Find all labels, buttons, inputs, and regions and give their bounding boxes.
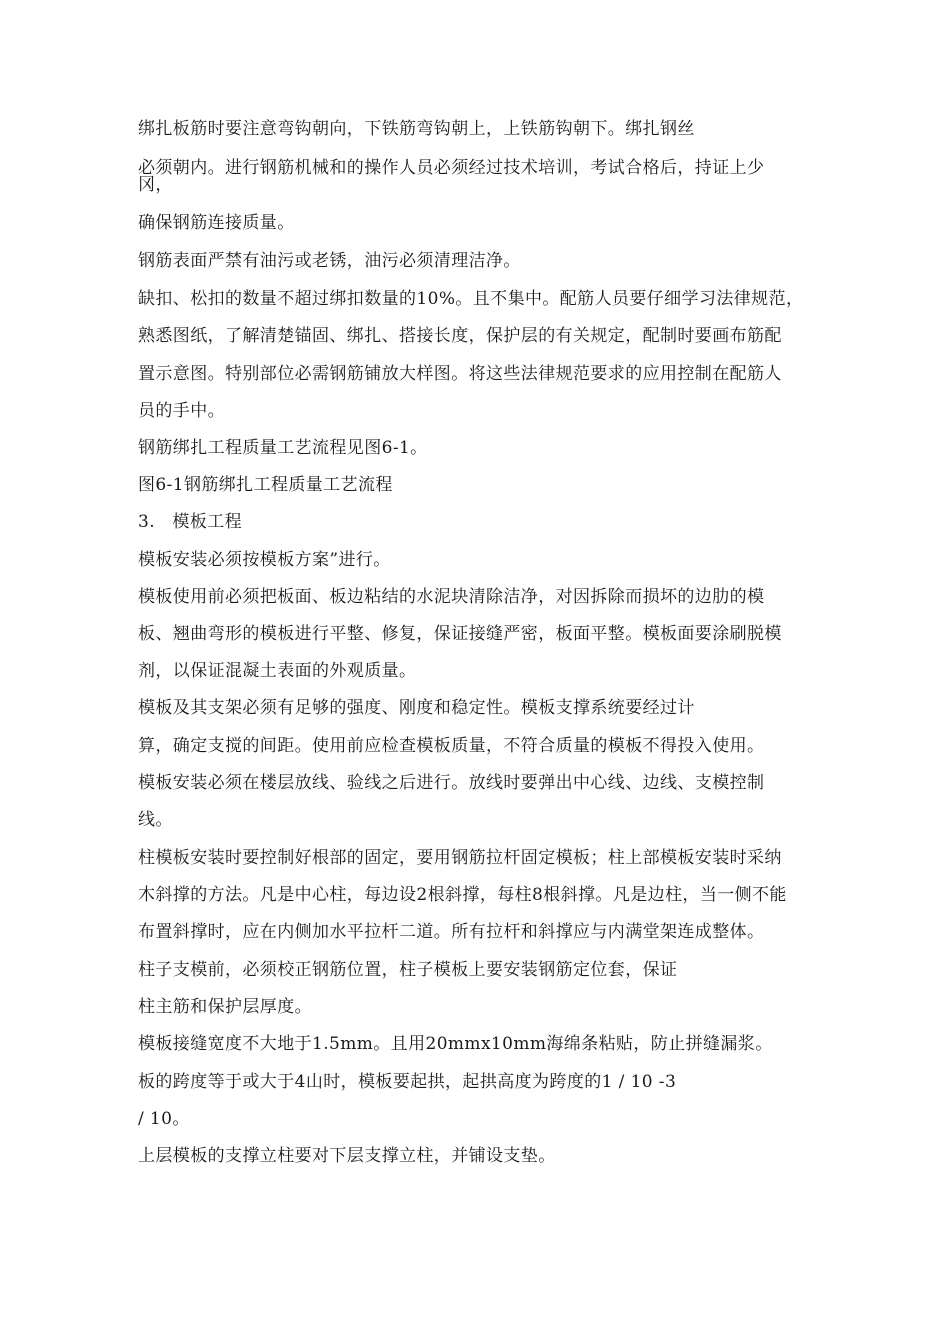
text-line: 柱模板安装时要控制好根部的固定，要用钢筋拉杆固定模板；柱上部模板安装时采纳 bbox=[138, 848, 782, 868]
text-line: 必须朝内。进行钢筋机械和的操作人员必须经过技术培训，考试合格后，持证上少冈， bbox=[138, 158, 765, 195]
text-line: 缺扣、松扣的数量不超过绑扣数量的10%。且不集中。配筋人员要仔细学习法律规范， bbox=[138, 289, 804, 309]
text-line: 模板使用前必须把板面、板边粘结的水泥块清除洁净，对因拆除而损坏的边肋的模 bbox=[138, 587, 765, 607]
text-line: 剂，以保证混凝土表面的外观质量。 bbox=[138, 661, 417, 681]
text-line: 钢筋绑扎工程质量工艺流程见图6-1。 bbox=[138, 438, 428, 458]
section-heading: 3. 模板工程 bbox=[138, 512, 243, 532]
text-line: 模板接缝宽度不大地于1.5mm。且用20mmx10mm海绵条粘贴，防止拼缝漏浆。 bbox=[138, 1034, 773, 1054]
text-line: 上层模板的支撑立柱要对下层支撑立柱，并铺设支垫。 bbox=[138, 1146, 556, 1166]
text-line: 板、翘曲弯形的模板进行平整、修复，保证接缝严密，板面平整。模板面要涂刷脱模 bbox=[138, 624, 782, 644]
figure-caption: 图6-1钢筋绑扎工程质量工艺流程 bbox=[138, 475, 393, 495]
text-line: 算，确定支搅的间距。使用前应检查模板质量，不符合质量的模板不得投入使用。 bbox=[138, 736, 765, 756]
text-line: 板的跨度等于或大于4山时，模板要起拱，起拱高度为跨度的1 / 10 -3 bbox=[138, 1072, 677, 1092]
text-line: 模板安装必须在楼层放线、验线之后进行。放线时要弹出中心线、边线、支模控制 bbox=[138, 773, 765, 793]
text-line: 布置斜撑时，应在内侧加水平拉杆二道。所有拉杆和斜撑应与内满堂架连成整体。 bbox=[138, 922, 765, 942]
text-line: 熟悉图纸，了解清楚锚固、绑扎、搭接长度，保护层的有关规定，配制时要画布筋配 bbox=[138, 326, 782, 346]
text-line: 柱子支模前，必须校正钢筋位置，柱子模板上要安装钢筋定位套，保证 bbox=[138, 960, 678, 980]
text-line: 模板及其支架必须有足够的强度、刚度和稳定性。模板支撑系统要经过计 bbox=[138, 698, 695, 718]
text-line: 模板安装必须按模板方案”进行。 bbox=[138, 550, 391, 570]
text-line: 线。 bbox=[138, 810, 173, 830]
text-line: / 10。 bbox=[138, 1109, 190, 1129]
text-line: 确保钢筋连接质量。 bbox=[138, 213, 295, 233]
text-line: 木斜撑的方法。凡是中心柱，每边设2根斜撑，每柱8根斜撑。凡是边柱，当一侧不能 bbox=[138, 885, 787, 905]
text-line: 置示意图。特别部位必需钢筋铺放大样图。将这些法律规范要求的应用控制在配筋人 bbox=[138, 364, 782, 384]
text-line: 柱主筋和保护层厚度。 bbox=[138, 997, 312, 1017]
text-line: 绑扎板筋时要注意弯钩朝向，下铁筋弯钩朝上，上铁筋钩朝下。绑扎钢丝 bbox=[138, 119, 695, 139]
text-line: 钢筋表面严禁有油污或老锈，油污必须清理洁净。 bbox=[138, 251, 521, 271]
text-line: 员的手中。 bbox=[138, 401, 225, 421]
